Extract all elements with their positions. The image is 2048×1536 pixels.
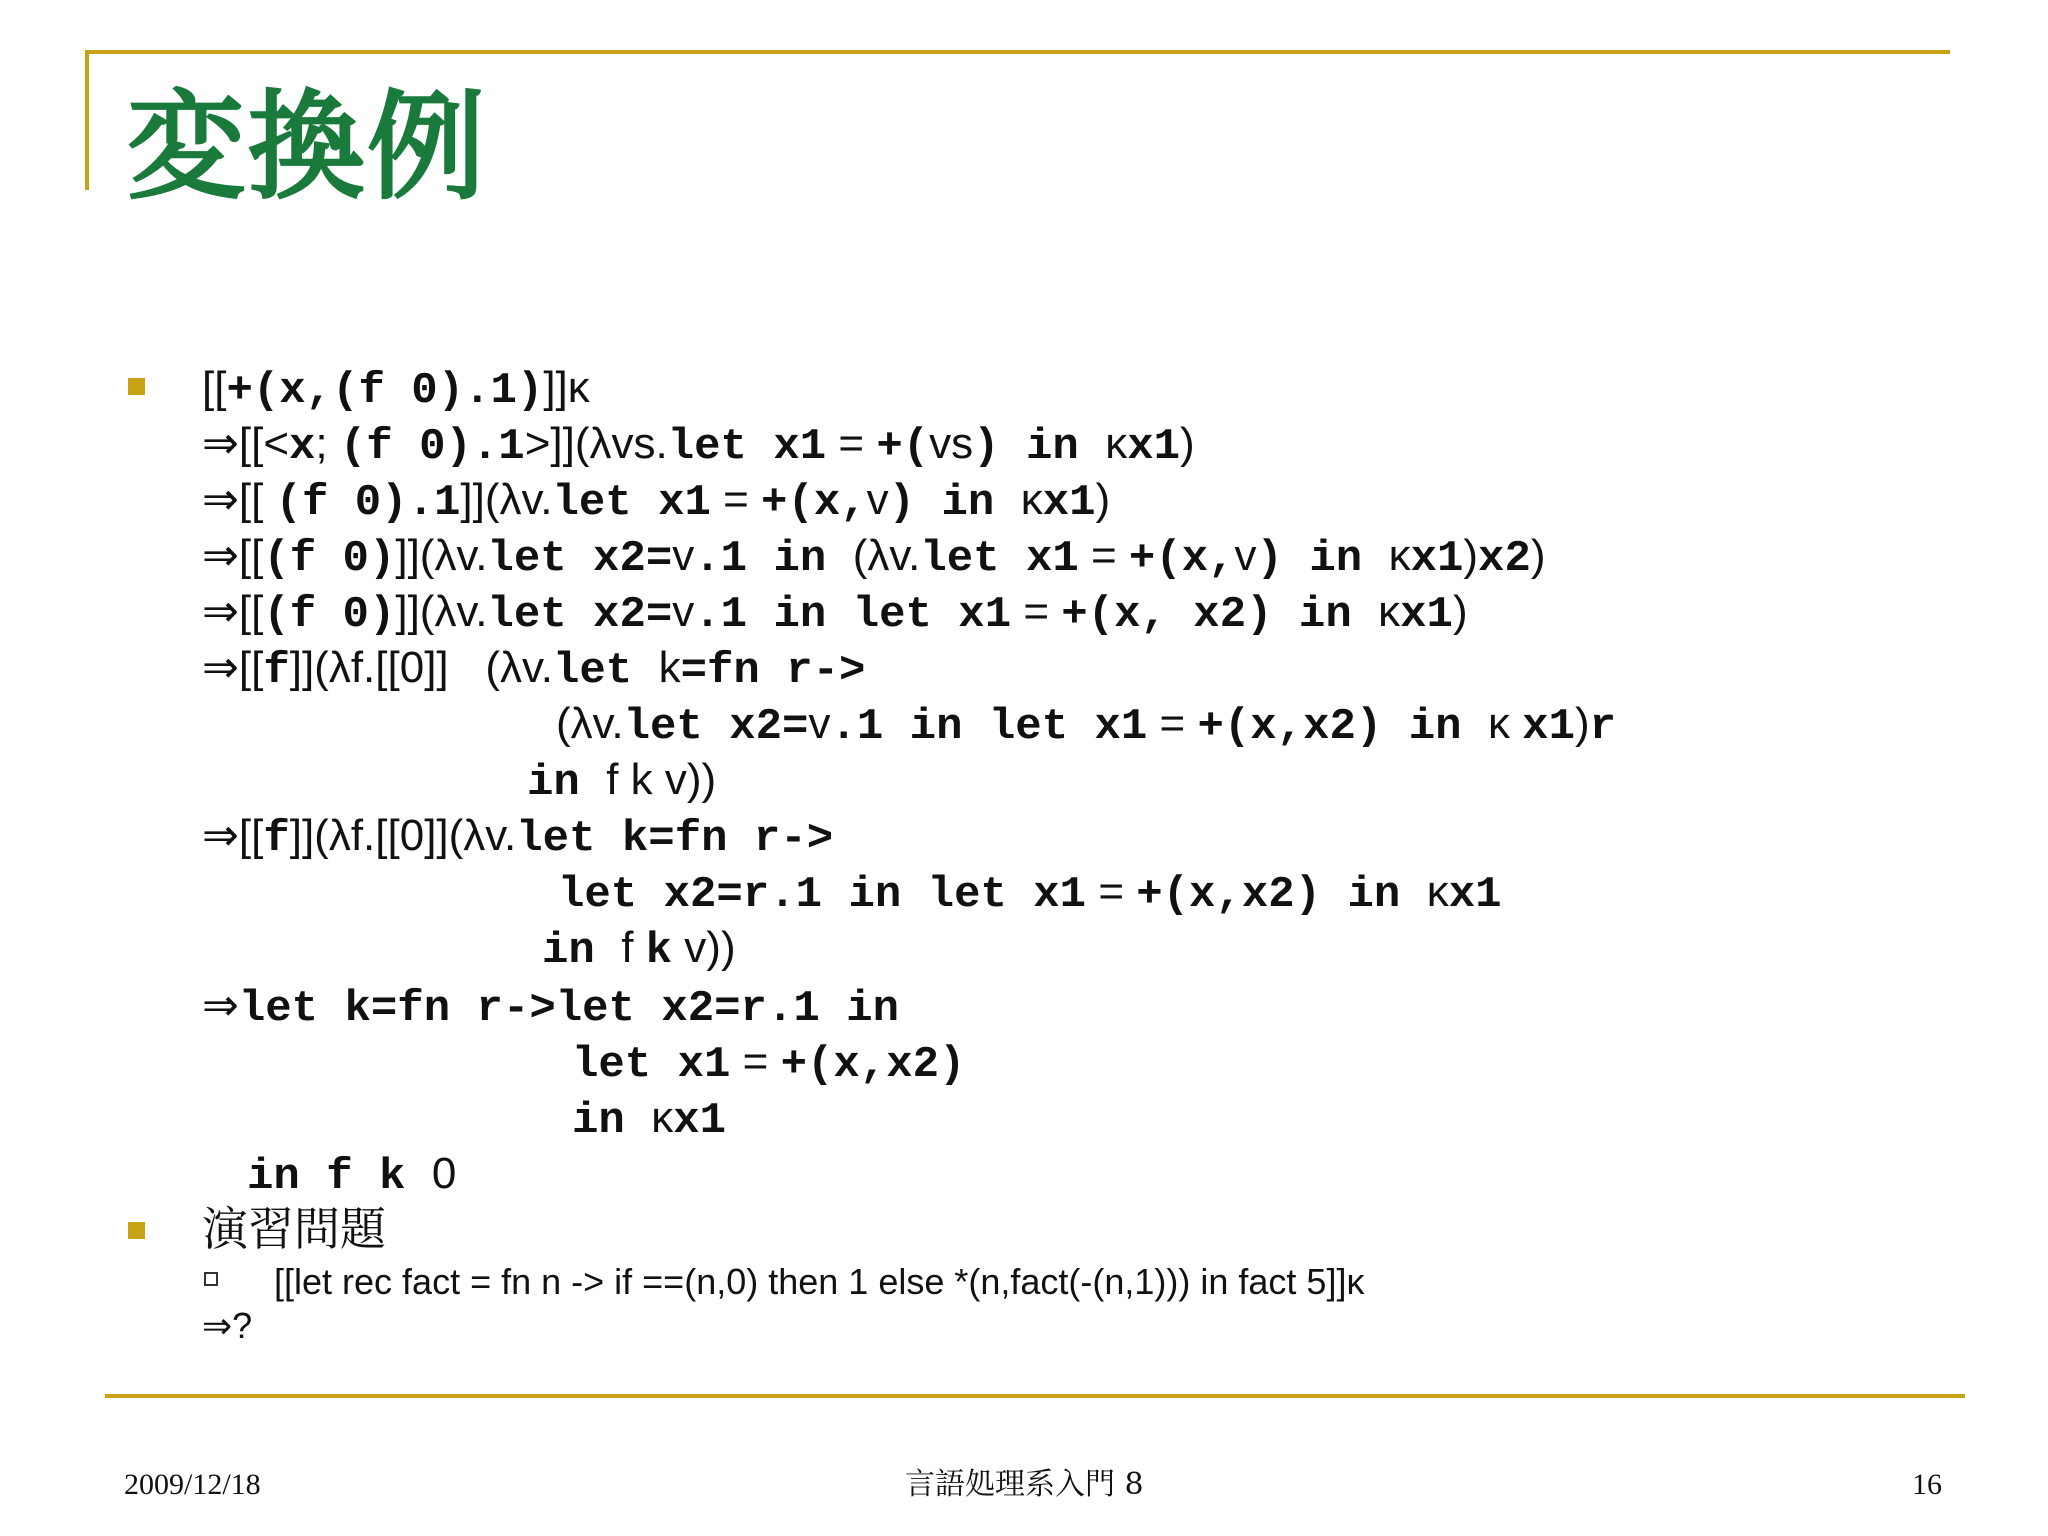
code-line bbox=[202, 808, 833, 867]
code-segment: = bbox=[1147, 699, 1198, 748]
code-segment: ⇒ bbox=[202, 981, 239, 1030]
code-segment: k bbox=[645, 926, 673, 976]
code-segment: ⇒[[ bbox=[202, 811, 264, 860]
code-line bbox=[556, 696, 1616, 755]
code-segment: ) in bbox=[1256, 534, 1389, 584]
code-segment: = bbox=[1078, 531, 1129, 580]
code-segment: κ bbox=[1020, 475, 1043, 524]
code-segment: +(x, x2) in bbox=[1061, 590, 1379, 640]
code-segment: ]](λf.[[0]] (λv. bbox=[289, 643, 553, 692]
code-segment: x1 bbox=[1127, 422, 1180, 472]
code-segment: +( bbox=[876, 422, 930, 472]
code-segment: let x1 bbox=[667, 422, 827, 472]
code-segment: κ bbox=[1378, 587, 1401, 636]
code-segment: κ bbox=[1388, 531, 1411, 580]
footer-date: 2009/12/18 bbox=[124, 1468, 261, 1501]
code-line bbox=[202, 416, 1195, 475]
bottom-rule bbox=[105, 1394, 1965, 1398]
code-segment: ⇒[[ bbox=[202, 587, 264, 636]
exercise-heading: 演習問題 bbox=[202, 1202, 386, 1256]
code-segment: let x1 bbox=[552, 478, 711, 528]
code-segment: let x1 bbox=[920, 534, 1079, 584]
code-segment: let x2= bbox=[487, 534, 673, 584]
code-segment: (f 0) bbox=[263, 590, 396, 640]
code-segment: ) bbox=[1452, 587, 1468, 636]
code-segment: (f 0).1 bbox=[339, 422, 525, 472]
code-segment: .1 in let x1 bbox=[830, 702, 1148, 752]
code-segment: (f 0).1 bbox=[275, 478, 461, 528]
code-segment: let bbox=[552, 646, 659, 696]
code-segment: x1 bbox=[1400, 590, 1453, 640]
code-segment: v bbox=[808, 699, 831, 748]
code-segment: = bbox=[1011, 587, 1062, 636]
code-segment: ⇒[[< bbox=[202, 419, 290, 468]
exercise-text: [[let rec fact = fn n -> if ==(n,0) then 1 else *(n,fact(-(n,1))) in fact 5]]κ bbox=[274, 1261, 1365, 1302]
code-line bbox=[202, 528, 1546, 587]
code-segment: k bbox=[658, 643, 681, 692]
code-segment: in bbox=[542, 926, 622, 976]
code-segment: ) in bbox=[888, 478, 1021, 528]
code-segment: let k=fn r->let x2=r.1 in bbox=[238, 984, 899, 1034]
code-segment: let x1 bbox=[572, 1040, 731, 1090]
code-segment: κ bbox=[1426, 867, 1449, 916]
code-segment: = bbox=[826, 419, 877, 468]
code-segment: κ bbox=[1105, 419, 1128, 468]
code-segment: vs bbox=[929, 419, 974, 468]
code-segment: = bbox=[710, 475, 762, 524]
code-segment: v)) bbox=[672, 923, 736, 972]
code-segment: x1 bbox=[1522, 702, 1575, 752]
code-segment: f bbox=[263, 814, 290, 864]
code-segment: ) bbox=[1463, 531, 1479, 580]
exercise-answer: ⇒? bbox=[202, 1305, 253, 1346]
code-line bbox=[558, 864, 1502, 923]
code-segment: x1 bbox=[673, 1096, 727, 1146]
code-segment: ) bbox=[1530, 531, 1546, 580]
code-line bbox=[202, 472, 1110, 531]
code-segment: let x2= bbox=[623, 702, 809, 752]
code-segment: ]](λv. bbox=[395, 531, 488, 580]
code-segment: ⇒[[ bbox=[202, 643, 264, 692]
code-line bbox=[542, 920, 736, 979]
code-line bbox=[572, 1034, 965, 1093]
code-segment: ]]κ bbox=[543, 363, 590, 412]
code-segment: r bbox=[1589, 702, 1617, 752]
code-line bbox=[527, 752, 716, 811]
code-segment: = bbox=[1086, 867, 1137, 916]
code-segment: x1 bbox=[1448, 870, 1502, 920]
code-segment: κ bbox=[651, 1093, 674, 1142]
code-segment: +(x,(f 0).1) bbox=[226, 366, 544, 416]
code-line bbox=[202, 360, 590, 419]
code-line bbox=[202, 978, 899, 1037]
code-segment: x2 bbox=[1478, 534, 1531, 584]
code-line bbox=[572, 1090, 726, 1149]
code-line bbox=[247, 1146, 456, 1205]
code-segment: ) bbox=[1095, 475, 1111, 524]
code-segment: in f k bbox=[247, 1152, 432, 1202]
code-segment: 0 bbox=[431, 1149, 457, 1198]
code-segment: ) bbox=[1574, 699, 1590, 748]
left-rule bbox=[85, 50, 89, 190]
bullet-icon bbox=[128, 378, 145, 395]
code-segment: ) bbox=[1180, 419, 1195, 468]
code-segment: = bbox=[730, 1037, 781, 1086]
code-line bbox=[202, 640, 865, 699]
code-segment: +(x,x2) bbox=[780, 1040, 966, 1090]
code-segment: ⇒[[ bbox=[202, 531, 264, 580]
footer-page-number: 16 bbox=[1912, 1468, 1942, 1501]
code-segment: ⇒[[ bbox=[202, 475, 276, 524]
code-segment: f k v)) bbox=[606, 755, 717, 804]
code-segment: ]](λv. bbox=[460, 475, 553, 524]
code-segment: +(x,x2) in bbox=[1136, 870, 1427, 920]
code-segment: let x2=r.1 in let x1 bbox=[558, 870, 1087, 920]
code-segment: (f 0) bbox=[263, 534, 396, 584]
slide-title: 変換例 bbox=[127, 78, 488, 216]
code-segment: let k=fn r-> bbox=[516, 814, 834, 864]
code-segment: >]](λvs. bbox=[524, 419, 668, 468]
code-line bbox=[202, 584, 1468, 643]
code-segment: ]](λf.[[0]](λv. bbox=[289, 811, 517, 860]
sub-bullet-icon bbox=[204, 1272, 218, 1286]
code-segment: +(x,x2) in bbox=[1197, 702, 1488, 752]
code-segment: v bbox=[672, 587, 695, 636]
code-segment: f bbox=[621, 923, 646, 972]
code-segment: .1 in let x1 bbox=[694, 590, 1012, 640]
code-segment: ]](λv. bbox=[395, 587, 488, 636]
code-segment: in bbox=[527, 758, 607, 808]
code-segment: (λv. bbox=[852, 531, 921, 580]
code-segment: x1 bbox=[1042, 478, 1096, 528]
code-segment: =fn r-> bbox=[680, 646, 866, 696]
code-segment: .1 in bbox=[694, 534, 853, 584]
code-segment: v bbox=[866, 475, 889, 524]
code-segment: let x2= bbox=[487, 590, 673, 640]
code-segment: f bbox=[263, 646, 290, 696]
code-segment: κ bbox=[1487, 699, 1523, 748]
bullet-icon bbox=[128, 1222, 145, 1239]
code-segment: ; bbox=[315, 419, 340, 468]
code-segment: ) in bbox=[973, 422, 1106, 472]
code-segment: v bbox=[1234, 531, 1257, 580]
top-rule bbox=[85, 50, 1950, 54]
code-segment: in bbox=[572, 1096, 652, 1146]
code-segment: x bbox=[289, 422, 316, 472]
code-segment: [[ bbox=[202, 363, 227, 412]
code-segment: x1 bbox=[1410, 534, 1464, 584]
code-segment: v bbox=[672, 531, 695, 580]
code-segment: +(x, bbox=[761, 478, 867, 528]
code-segment: +(x, bbox=[1128, 534, 1235, 584]
code-segment: (λv. bbox=[556, 699, 624, 748]
footer-course: 言語処理系入門 8 bbox=[905, 1467, 1144, 1502]
